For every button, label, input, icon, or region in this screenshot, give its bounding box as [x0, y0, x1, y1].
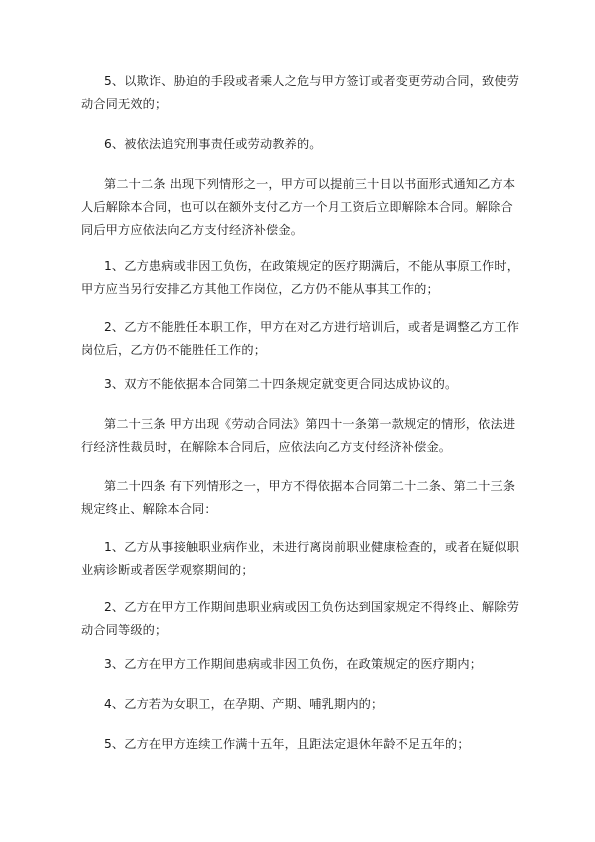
paragraph-12	[81, 693, 521, 716]
paragraph-13	[81, 733, 521, 756]
article-23	[81, 413, 521, 459]
article-23-text: 第二十三条 甲方出现《劳动合同法》第四十一条第一款规定的情形，依法进行经济性裁员时，在解除本合同后，应依法向乙方支付经济补偿金。	[81, 417, 516, 454]
article-22-text: 第二十二条 出现下列情形之一，甲方可以提前三十日以书面形式通知乙方本人后解除本合同，也可以在额外支付乙方一个月工资后立即解除本合同。解除合同后甲方应依法向乙方支付经济补偿金。	[81, 177, 516, 237]
paragraph-6-text: 3、双方不能依据本合同第二十四条规定就变更合同达成协议的。	[104, 377, 458, 391]
paragraph-4-text: 1、乙方患病或非因工负伤，在政策规定的医疗期满后，不能从事原工作时，甲方应当另行安排乙方其他工作岗位，乙方仍不能从事其工作的；	[81, 259, 520, 296]
paragraph-11	[81, 653, 521, 676]
paragraph-9-text: 1、乙方从事接触职业病作业，未进行离岗前职业健康检查的，或者在疑似职业病诊断或者医学观察期间的；	[81, 540, 520, 577]
paragraph-4	[81, 255, 521, 301]
paragraph-1-text: 5、以欺诈、胁迫的手段或者乘人之危与甲方签订或者变更劳动合同，致使劳动合同无效的；	[81, 74, 520, 111]
article-24	[81, 475, 521, 521]
paragraph-2-text: 6、被依法追究刑事责任或劳动教养的。	[104, 137, 322, 151]
paragraph-10-text: 2、乙方在甲方工作期间患职业病或因工负伤达到国家规定不得终止、解除劳动合同等级的；	[81, 600, 520, 637]
paragraph-2	[81, 133, 521, 156]
paragraph-12-text: 4、乙方若为女职工，在孕期、产期、哺乳期内的；	[104, 697, 384, 711]
paragraph-5	[81, 316, 521, 362]
paragraph-10	[81, 596, 521, 642]
article-24-text: 第二十四条 有下列情形之一，甲方不得依据本合同第二十二条、第二十三条规定终止、解除本合同：	[81, 479, 516, 516]
paragraph-1	[81, 70, 521, 116]
paragraph-6	[81, 373, 521, 396]
paragraph-13-text: 5、乙方在甲方连续工作满十五年，且距法定退休年龄不足五年的；	[104, 737, 470, 751]
paragraph-9	[81, 536, 521, 582]
article-22	[81, 173, 521, 242]
paragraph-5-text: 2、乙方不能胜任本职工作，甲方在对乙方进行培训后，或者是调整乙方工作岗位后，乙方仍不能胜任工作的；	[81, 320, 520, 357]
paragraph-11-text: 3、乙方在甲方工作期间患病或非因工负伤，在政策规定的医疗期内；	[104, 657, 483, 671]
